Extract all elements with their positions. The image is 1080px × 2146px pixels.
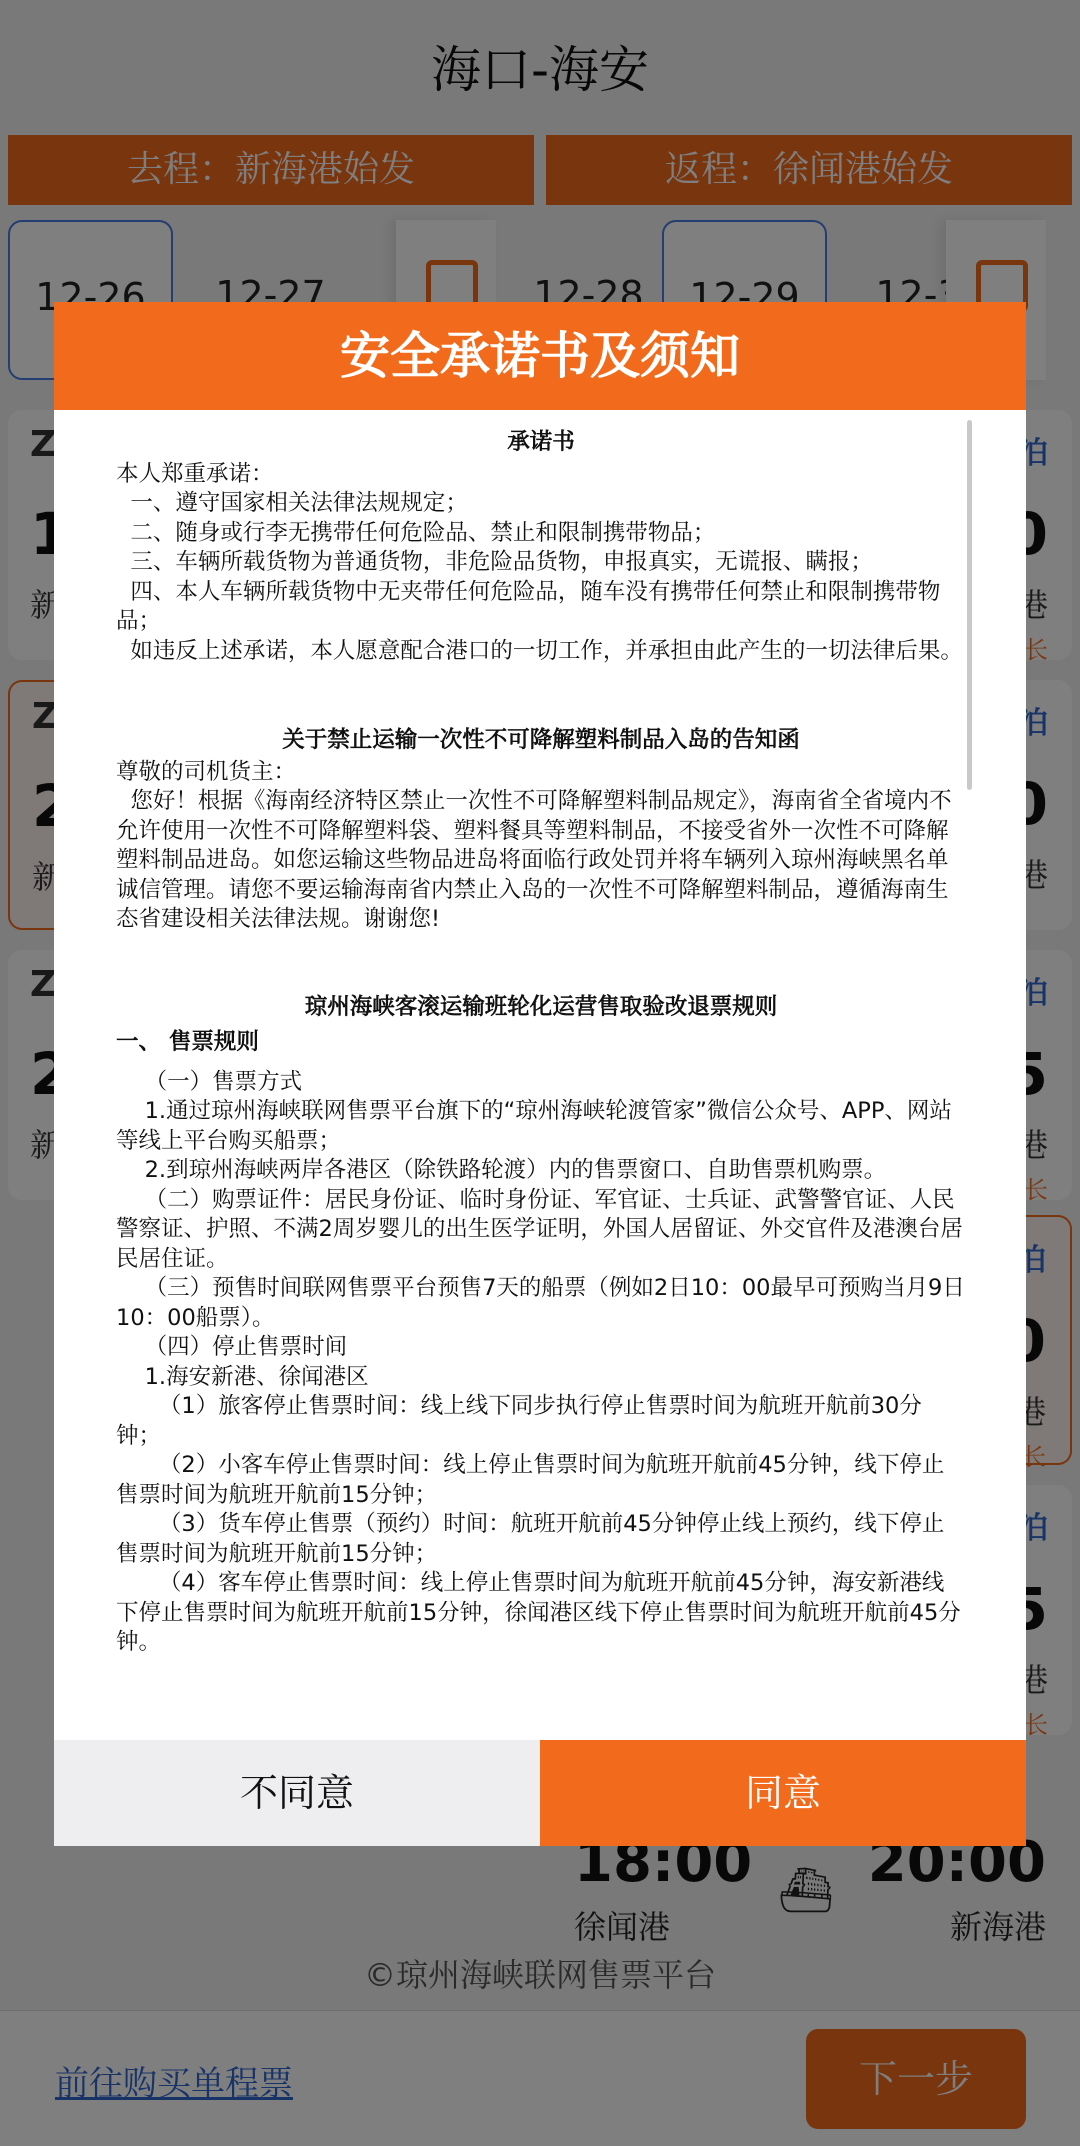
- safety-commitment-dialog: [54, 302, 1026, 1846]
- commitment-section: [116, 428, 966, 666]
- plastic-notice-section: [116, 726, 966, 935]
- rules-heading: 琼州海峡客滚运输班轮化运营售取验改退票规则: [304, 993, 778, 1020]
- text-line: 尊敬的司机货主：: [116, 758, 297, 785]
- text-line: （一）售票方式: [116, 1068, 303, 1095]
- text-line: 本人郑重承诺：: [116, 460, 274, 487]
- text-line: 一、遵守国家相关法律法规规定；: [116, 490, 468, 516]
- text-line: 三、车辆所载货物为普通货物，非危险品货物，申报真实，无谎报、瞒报；: [116, 549, 873, 575]
- text-line: 您好！根据《海南经济特区禁止一次性不可降解塑料制品规定》，海南省全省境内不允许使用一次性不可降解塑料袋、塑料餐具等塑料制品，不接受省外一次性不可降解塑料制品进岛。如您运输这些物品进岛将面临行政处罚并将车辆列入琼州海峡黑名单诚信管理。请您不要运输海南省内禁止入岛的一次性不可降解塑料制品，遵循海南生态省建设相关法律法规。谢谢您!: [116, 788, 952, 932]
- text-line: （二）购票证件：居民身份证、临时身份证、军官证、士兵证、武警警官证、人民警察证、护照、不满2周岁婴儿的出生医学证明，外国人居留证、外交官件及港澳台居民居住证。: [116, 1186, 963, 1272]
- agree-button[interactable]: 同意: [540, 1740, 1026, 1846]
- dialog-actions: [54, 1740, 1026, 1846]
- disagree-button[interactable]: 不同意: [54, 1740, 540, 1846]
- text-line: （1）旅客停止售票时间：线上线下同步执行停止售票时间为航班开航前30分钟；: [116, 1393, 922, 1449]
- text-line: （4）客车停止售票时间：线上停止售票时间为航班开航前45分钟，海安新港线下停止售票时间为航班开航前15分钟，徐闻港区线下停止售票时间为航班开航前45分钟。: [116, 1570, 961, 1655]
- dialog-title: 安全承诺书及须知: [54, 302, 1026, 410]
- text-line: 二、随身或行李无携带任何危险品、禁止和限制携带物品；: [116, 519, 716, 546]
- text-line: （四）停止售票时间: [116, 1334, 348, 1360]
- text-line: （3）货车停止售票（预约）时间：航班开航前45分钟停止线上预约，线下停止售票时间为航班开航前15分钟；: [116, 1511, 945, 1567]
- text-line: 如违反上述承诺，本人愿意配合港口的一切工作，并承担由此产生的一切法律后果。: [116, 637, 963, 664]
- text-line: （三）预售时间联网售票平台预售7天的船票（例如2日10：00最早可预购当月9日10：00船票）。: [116, 1275, 965, 1331]
- dialog-content[interactable]: [54, 410, 1026, 1740]
- commitment-heading: 承诺书: [507, 429, 575, 455]
- text-line: 四、本人车辆所载货物中无夹带任何危险品，随车没有携带任何禁止和限制携带物品；: [116, 578, 941, 634]
- text-line: 1.通过琼州海峡联网售票平台旗下的“琼州海峡轮渡管家”微信公众号、APP、网站等线上平台购买船票；: [116, 1098, 952, 1154]
- ticket-rules-section: [116, 993, 966, 1658]
- rules-section-title: 一、 售票规则: [116, 1029, 259, 1055]
- text-line: 2.到琼州海峡两岸各港区（除铁路轮渡）内的售票窗口、自助售票机购票。: [116, 1157, 887, 1183]
- text-line: 1.海安新港、徐闻港区: [116, 1363, 369, 1390]
- plastic-notice-heading: 关于禁止运输一次性不可降解塑料制品入岛的告知函: [282, 727, 800, 753]
- content-scrollbar[interactable]: [967, 420, 972, 790]
- text-line: （2）小客车停止售票时间：线上停止售票时间为航班开航前45分钟，线下停止售票时间为航班开航前15分钟；: [116, 1452, 945, 1508]
